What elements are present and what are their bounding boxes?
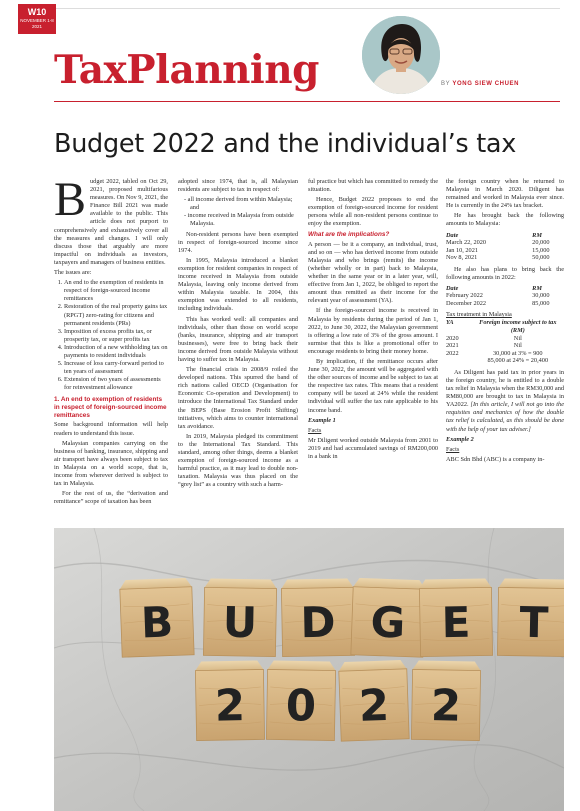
list-item: 6. Extension of two years of assessments for reinvestment allowance bbox=[64, 376, 168, 392]
paragraph: A person — be it a company, an individual, trust, and so on — who has derived income from outside Malaysia and who brings (remits) the income (whether wholly or in part) back to Malaysia, whether in the same year or in a later year, will, effective from Jan 1, 2022, be obliged to report the amount thus remitted as their income for the relevant year of assessment (YA). bbox=[308, 240, 438, 305]
list-item: 1. An end to the exemption of residents in respect of foreign-sourced income remittances bbox=[64, 279, 168, 303]
intro-text: udget 2022, tabled on Oct 29, 2021, proposed multifarious measures. On Nov 9, 2021, the Finance Bill 2021 was made available to the public. This article does not purport to comprehensively and exhaustively cover all the measures and changes. I will only discuss those that arguably are more impactful on individuals as investors, taxpayers and managers of business entities. bbox=[54, 178, 169, 266]
remittance-table-past bbox=[446, 232, 570, 262]
letter-block bbox=[338, 660, 409, 741]
byline-author: YONG SIEW CHUEN bbox=[452, 81, 520, 87]
table-row: 2022 30,000 at 3% = 900 bbox=[446, 349, 543, 357]
table-header: YA bbox=[446, 319, 454, 327]
intro-paragraph bbox=[54, 173, 169, 267]
paragraph: This has worked well: all companies and individuals, other than those on world scope (banks, insurance, shipping and air transport businesses), were free to bring back their income derived from outside Malaysia without having to suffer tax in Malaysia. bbox=[178, 315, 298, 363]
drop-cap: B bbox=[54, 173, 87, 226]
paragraph: By implication, if the remittance occurs after June 30, 2022, the amount will be aggregated with the other sources of income and be subject to tax at the respective tax rates. This means that a resident company will be taxed at 24% while the resident individual will suffer the tax rate applicable to his income band. bbox=[308, 357, 438, 414]
table-row: February 2022 30,000 bbox=[446, 292, 550, 300]
example-1-heading: Example 1 bbox=[308, 416, 336, 424]
paragraph: Malaysian companies carrying on the business of banking, insurance, shipping and air transport have always been subject to tax in Malaysia on a world scope, that is, income from wherever derived is subject to tax in Malaysia. bbox=[54, 439, 168, 488]
top-rule bbox=[56, 8, 560, 9]
scope-list bbox=[178, 196, 298, 228]
table-row: 85,000 at 24% = 20,400 bbox=[487, 357, 549, 365]
table-row: 2020 Nil bbox=[446, 334, 522, 342]
paragraph: For the rest of us, the “derivation and remittance” scope of taxation has been bbox=[54, 490, 168, 506]
block-letter: E bbox=[441, 597, 471, 648]
article-column-4 bbox=[446, 178, 564, 466]
paragraph: If the foreign-sourced income is received in Malaysia by residents during the period of Jan 1, 2022, to June 30, 2022, the Malaysian government is offering a low rate of 3% of the gross amount. I surmise that this is like a promotional offer to encourage residents to bring their money home. bbox=[308, 307, 438, 355]
page-date: NOVEMBER 1-8 2021 bbox=[20, 18, 54, 29]
block-letter: 2 bbox=[214, 681, 246, 732]
paragraph: As Diligent has paid tax in prior years in the foreign country, he is entitled to a double tax relief in Malaysia when the RM30,000 and RM80,000 are brought to tax in Malaysia in YA2022. [In this article, I will not go into the requisites and mechanics of how the double tax relief is calculated, as this should be done with the help of your tax adviser.] bbox=[446, 368, 564, 433]
implications-heading: What are the implications? bbox=[308, 230, 390, 238]
letter-block bbox=[351, 578, 426, 657]
letter-block bbox=[195, 660, 264, 740]
list-item: 3. Imposition of excess profits tax, or prosperity tax, or super profits tax bbox=[64, 328, 168, 344]
paragraph: He has brought back the following amounts to Malaysia: bbox=[446, 212, 564, 228]
block-letter: B bbox=[140, 597, 174, 648]
paragraph: In 2019, Malaysia pledged its commitment to the International Tax Standard. This standard, among other things, deems a blanket exemption of foreign-sourced income as a harmful practice, as it may lead to double non-taxation. Malaysia was thus placed on the “grey list” as a country with such a harm- bbox=[178, 432, 298, 489]
paragraph: ful practice but which has committed to remedy the situation. bbox=[308, 178, 438, 194]
letter-block bbox=[266, 660, 335, 740]
header-rule bbox=[54, 101, 560, 102]
table-row: 2021 Nil bbox=[446, 342, 522, 350]
article-column-3 bbox=[308, 178, 438, 463]
letter-block bbox=[203, 578, 276, 656]
letter-block bbox=[120, 578, 195, 657]
article-column-1 bbox=[54, 173, 169, 508]
list-item: 5. Increase of loss carry-forward period to ten years of assessment bbox=[64, 360, 168, 376]
paragraph: In 1995, Malaysia introduced a blanket exemption for resident companies in respect of income received in Malaysia from outside Malaysia, leaving only income derived from within Malaysia taxable. In 2004, this exemption was extended to all residents, including individuals. bbox=[178, 256, 298, 313]
paragraph: ABC Sdn Bhd (ABC) is a company in- bbox=[446, 455, 545, 463]
page-number: W10 bbox=[27, 7, 47, 17]
letter-block bbox=[419, 578, 492, 656]
budget-blocks-photo bbox=[54, 528, 564, 811]
issues-list bbox=[54, 279, 168, 392]
block-letter: T bbox=[519, 597, 549, 648]
table-row: Jan 10, 2021 15,000 bbox=[446, 246, 550, 254]
paragraph: Some background information will help readers to understand this issue. bbox=[54, 421, 168, 437]
issues-intro: The issues are: bbox=[54, 269, 92, 277]
letter-block bbox=[281, 578, 354, 656]
table-header: Foreign income subject to tax bbox=[479, 319, 557, 327]
table-row: Nov 8, 2021 50,000 bbox=[446, 254, 550, 262]
paragraph: He also has plans to bring back the following amounts in 2022: bbox=[446, 265, 564, 281]
letter-block bbox=[497, 578, 564, 656]
block-letter: 2 bbox=[430, 681, 462, 732]
article-column-2 bbox=[178, 178, 298, 491]
list-item: 4. Introduction of a new withholding tax on payments to resident individuals bbox=[64, 344, 168, 360]
paragraph: the foreign country when he returned to Malaysia in March 2020. Diligent has remained and worked in Malaysia ever since. He is currently in the 24% tax bracket. bbox=[446, 178, 564, 210]
table-header: Date bbox=[446, 284, 459, 292]
byline-prefix: BY bbox=[441, 81, 451, 87]
letter-block bbox=[411, 660, 480, 740]
facts-label: Facts bbox=[308, 426, 322, 434]
list-item: 2. Restoration of the real property gains tax (RPGT) zero-rating for citizens and permanent residents (PRs) bbox=[64, 303, 168, 327]
headline: Budget 2022 and the individual’s tax bbox=[54, 129, 517, 159]
paragraph: Mr Diligent worked outside Malaysia from 2001 to 2019 and had accumulated savings of RM200,000 in a bank in bbox=[308, 436, 438, 460]
list-item: - all income derived from within Malaysia; and bbox=[184, 196, 293, 212]
table-row: March 22, 2020 20,000 bbox=[446, 239, 550, 247]
block-letter: U bbox=[222, 597, 258, 648]
byline bbox=[441, 81, 519, 87]
list-item: - income received in Malaysia from outside Malaysia. bbox=[184, 212, 294, 228]
table-unit: (RM) bbox=[510, 326, 525, 334]
block-letter: D bbox=[300, 597, 336, 648]
table-header: Date bbox=[446, 231, 459, 239]
table-header: RM bbox=[532, 231, 542, 239]
table-header: RM bbox=[532, 284, 542, 292]
remittance-table-planned bbox=[446, 285, 570, 308]
author-portrait bbox=[362, 16, 440, 94]
block-letter: 0 bbox=[285, 681, 317, 732]
example-2-heading: Example 2 bbox=[446, 435, 474, 443]
paragraph: adopted since 1974, that is, all Malaysian residents are subject to tax in respect of: bbox=[178, 178, 298, 194]
editorial-note: [In this article, I will not go into the requisites and mechanics of how the double tax relief is calculated, as this should be done with the help of your tax adviser.] bbox=[446, 401, 564, 433]
facts-label: Facts bbox=[446, 445, 460, 453]
block-letter: 2 bbox=[358, 680, 391, 732]
paragraph: Non-resident persons have been exempted in respect of foreign-sourced income since 1974. bbox=[178, 230, 298, 254]
section-1-heading: 1. An end to exemption of residents in respect of foreign-sourced income remittances bbox=[54, 396, 167, 420]
tax-treatment-table bbox=[446, 319, 572, 365]
paragraph: Hence, Budget 2022 proposes to end the exemption of foreign-sourced income for resident persons while all non-resident persons continue to enjoy the exemption. bbox=[308, 196, 438, 228]
tax-treatment-title: Tax treatment in Malaysia bbox=[446, 311, 512, 319]
page-tag bbox=[18, 4, 56, 34]
block-letter: G bbox=[369, 597, 407, 648]
table-row: December 2022 85,000 bbox=[446, 299, 550, 307]
column-title: TaxPlanning bbox=[54, 47, 319, 93]
paragraph: The financial crisis in 2008/9 roiled the developed nations. This spurred the band of rich nations called OECD (Organisation for Economic Co-operation and Development) to introduce the International Tax Standard under the BEPS (Base Erosion Profit Shifting) initiatives, which aims to counter international tax avoidance. bbox=[178, 366, 298, 430]
